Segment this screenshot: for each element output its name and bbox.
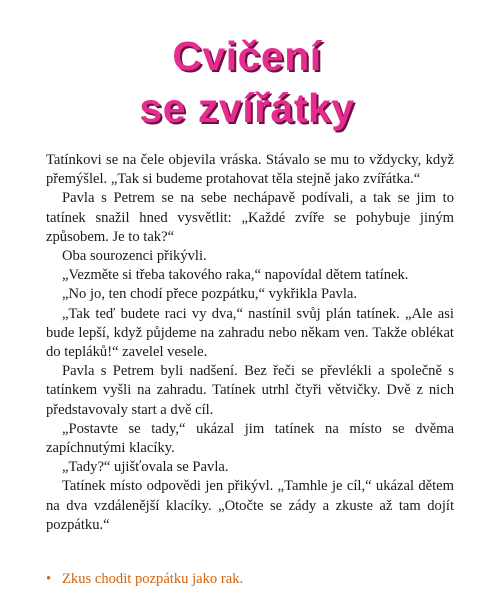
paragraph: „Tady?“ ujišťovala se Pavla. xyxy=(62,459,229,476)
paragraph: „Tak teď budete raci vy dva,“ nastínil svůj plán tatínek. „Ale asi bude lepší, když půjdeme na zahradu nebo někam ven. Takže oblékat do tepláků!“ zavelel vesele. xyxy=(46,305,454,361)
paragraph: Pavla s Petrem byli nadšení. Bez řeči se převlékli a společně s tatínkem vyšli na zahradu. Tatínek utrhl čtyři větvičky. Dvě z nich představovaly start a dvě cíl. xyxy=(46,363,454,418)
paragraph: Tatínek místo odpovědi jen přikývl. „Tamhle je cíl,“ ukázal dětem na dva vzdálenější klacíky. „Otočte se zády a zkuste až tam dojít pozpátku.“ xyxy=(46,478,454,533)
paragraph: Pavla s Petrem se na sebe nechápavě podívali, a tak se jim to tatínek snažil hned vysvětlit: „Každé zvíře se pohybuje jiným způsobem. Je to tak?“ xyxy=(46,190,454,245)
task-item xyxy=(46,570,466,589)
story-text xyxy=(46,151,454,535)
paragraph: Tatínkovi se na čele objevila vráska. Stávalo se mu to vždycky, když přemýšlel. „Tak si budeme protahovat těla stejně jako zvířátka.“ xyxy=(46,152,454,188)
paragraph: „No jo, ten chodí přece pozpátku,“ vykřikla Pavla. xyxy=(62,286,358,303)
paragraph: „Vezměte si třeba takového raka,“ napovídal dětem tatínek. xyxy=(62,267,409,284)
page-title xyxy=(0,30,494,134)
paragraph: Oba sourozenci přikývli. xyxy=(62,248,207,265)
paragraph: „Postavte se tady,“ ukázal jim tatínek na místo se dvěma zapíchnutými klacíky. xyxy=(46,420,454,457)
title-line-1: Cvičení xyxy=(172,33,322,79)
task-text: Zkus chodit pozpátku jako rak. xyxy=(62,571,244,587)
title-line-2: se zvířátky xyxy=(139,85,355,131)
bullet-icon: • xyxy=(46,571,52,587)
